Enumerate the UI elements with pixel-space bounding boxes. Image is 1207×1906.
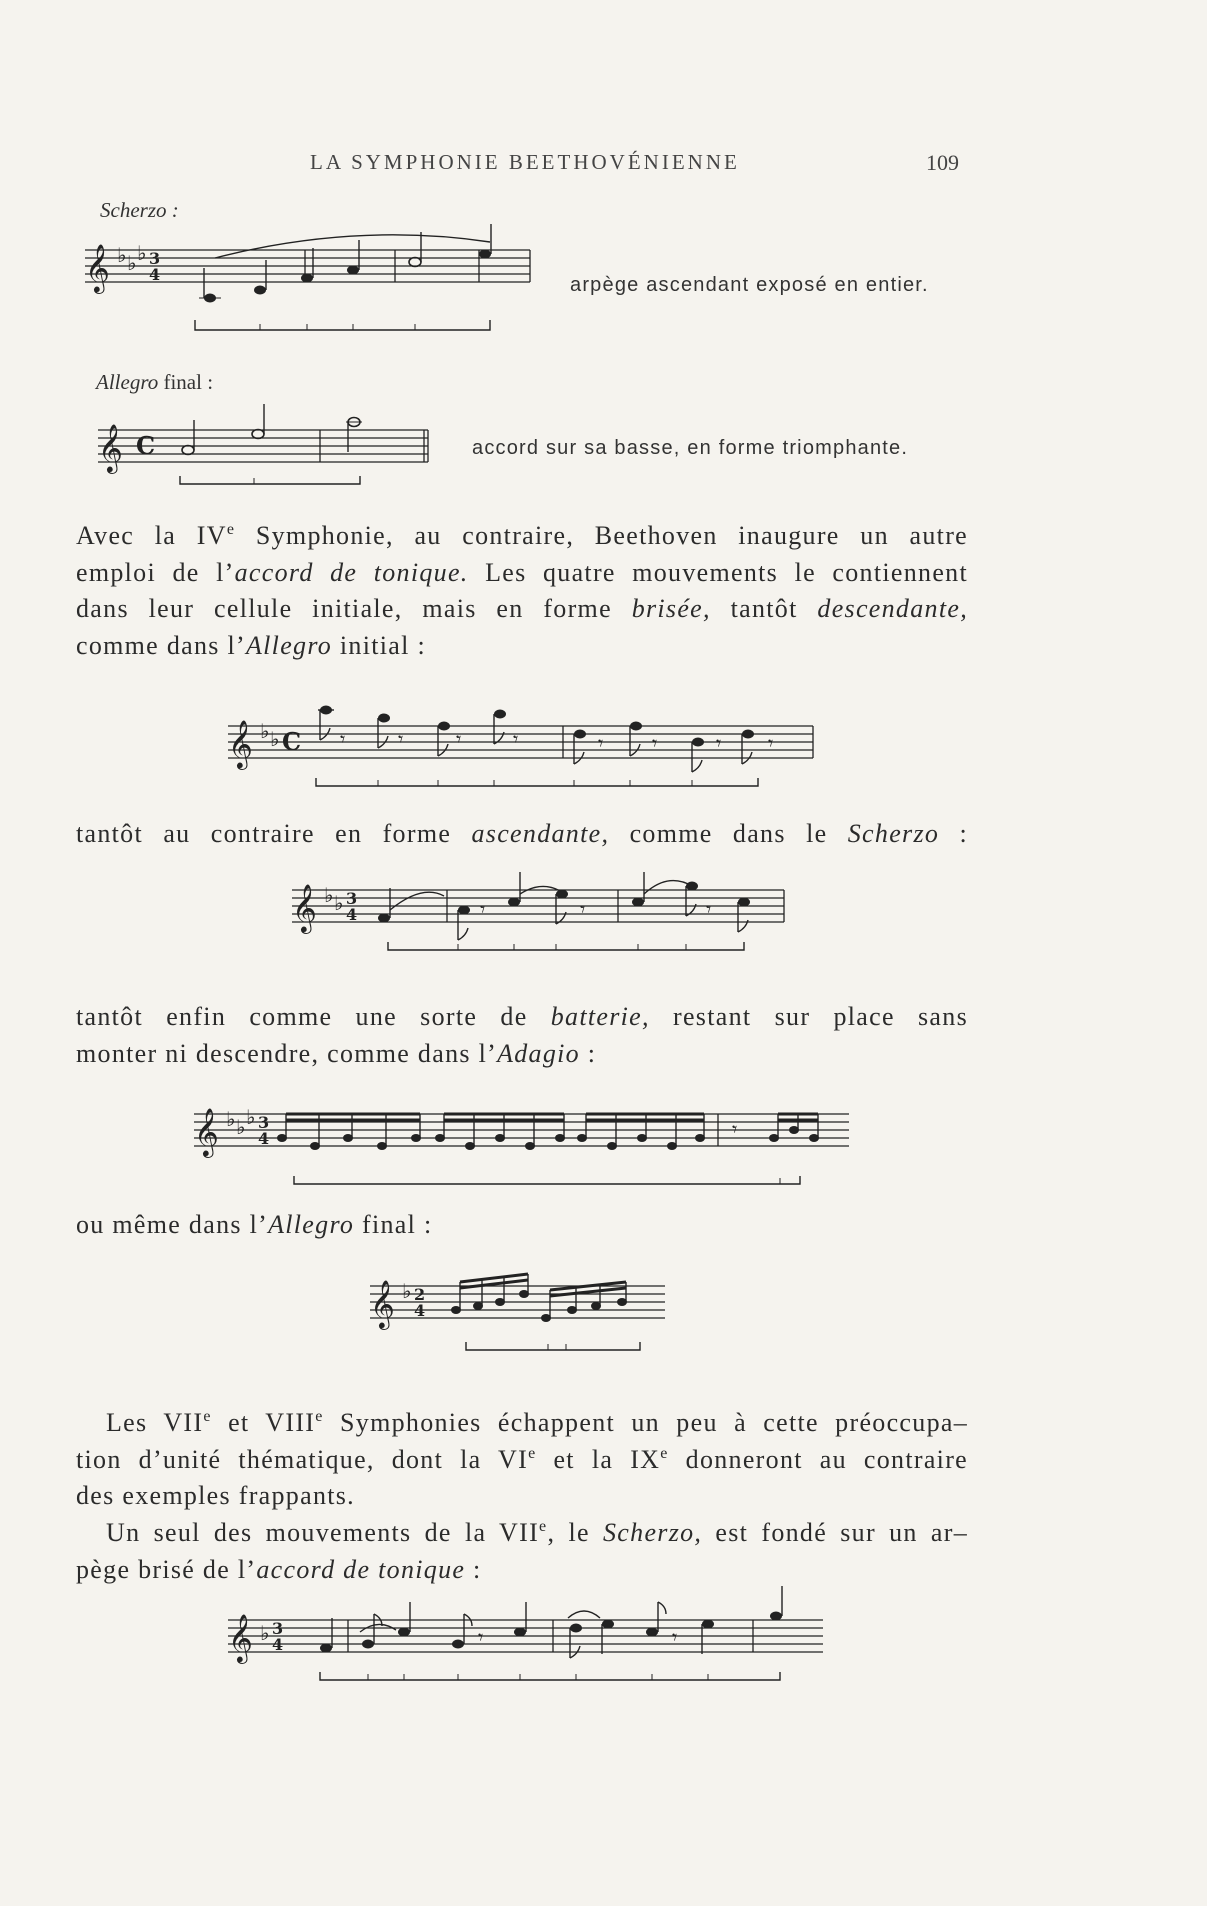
svg-text:3: 3 (272, 1619, 284, 1638)
svg-text:♭: ♭ (324, 883, 334, 907)
svg-text:♭: ♭ (236, 1115, 246, 1139)
label-italic: Allegro (96, 370, 159, 394)
text: monter ni descendre, comme dans l’ (76, 1038, 498, 1068)
paragraph-ascending (76, 816, 968, 853)
page-number: 109 (926, 150, 959, 175)
svg-text:♭: ♭ (260, 1621, 270, 1645)
paragraph-allegro-final (76, 1207, 968, 1244)
music-staff-allegro-final-sixteenths (370, 1272, 670, 1362)
svg-text:♭: ♭ (270, 727, 280, 751)
svg-text:♭: ♭ (402, 1279, 412, 1303)
superscript: e (315, 1408, 324, 1425)
text: et la IX (536, 1444, 661, 1474)
text-line (76, 816, 968, 853)
paragraph-seventh-scherzo (76, 1515, 968, 1588)
svg-text:𝄾: 𝄾 (598, 731, 604, 755)
svg-text:𝄾: 𝄾 (732, 1117, 738, 1141)
svg-text:𝄾: 𝄾 (478, 1625, 484, 1649)
music-staff-scherzo-ascending (292, 880, 792, 960)
svg-text:C: C (282, 727, 302, 756)
superscript: e (226, 521, 236, 538)
text: est fondé sur un ar– (702, 1518, 969, 1547)
svg-text:4: 4 (414, 1301, 426, 1320)
svg-text:𝄾: 𝄾 (768, 731, 774, 755)
paragraph-fourth-symphony (76, 518, 968, 664)
text-line (76, 1515, 968, 1552)
svg-text:𝄞: 𝄞 (370, 1279, 395, 1328)
svg-text:𝄾: 𝄾 (480, 897, 486, 921)
music-staff-adagio-batterie (194, 1100, 854, 1190)
text-line (76, 1442, 968, 1479)
text-line (76, 518, 968, 555)
paragraph-batterie (76, 999, 968, 1072)
text-line (76, 1405, 968, 1442)
svg-text:♭: ♭ (137, 241, 147, 265)
text: comme dans le (609, 819, 848, 848)
text: initial : (332, 630, 426, 660)
svg-text:3: 3 (149, 249, 161, 268)
text-line (76, 999, 968, 1036)
text: emploi de l’ (76, 557, 235, 587)
example-label-scherzo: Scherzo : (100, 198, 179, 222)
text: , le (547, 1518, 603, 1547)
text-line (76, 591, 968, 628)
text: Symphonies échappent un peu à cette préoccupa– (323, 1408, 969, 1437)
svg-text:♭: ♭ (246, 1105, 256, 1129)
svg-text:𝄞: 𝄞 (85, 243, 110, 292)
svg-text:3: 3 (258, 1113, 270, 1132)
svg-text:𝄞: 𝄞 (292, 883, 317, 932)
superscript: e (203, 1408, 212, 1425)
text-line (76, 1036, 968, 1073)
svg-text:♭: ♭ (226, 1107, 236, 1131)
text: dans leur cellule initiale, mais en forme (76, 594, 632, 623)
italic-text: accord de tonique (256, 1554, 466, 1584)
text: : (465, 1554, 482, 1584)
svg-text:4: 4 (149, 265, 161, 284)
svg-text:C: C (136, 431, 156, 460)
svg-text:𝄞: 𝄞 (228, 1613, 253, 1662)
text-line (76, 628, 968, 665)
svg-text:♭: ♭ (117, 243, 127, 267)
svg-text:♭: ♭ (334, 891, 344, 915)
example-caption-allegro-final: accord sur sa basse, en forme triomphante. (472, 437, 909, 459)
text: tantôt (710, 594, 818, 623)
superscript: e (539, 1518, 548, 1535)
svg-text:𝄞: 𝄞 (98, 423, 123, 472)
svg-text:𝄾: 𝄾 (340, 727, 346, 751)
paragraph-seventh-eighth (76, 1405, 968, 1515)
italic-text: Scherzo, (603, 1518, 703, 1547)
svg-text:𝄾: 𝄾 (513, 727, 519, 751)
music-staff-allegro-initial-descending (228, 712, 818, 792)
text: et VIII (211, 1408, 316, 1437)
italic-text: brisée, (631, 594, 711, 623)
text: : (579, 1038, 597, 1068)
text: Un seul des mouvements de la VII (106, 1518, 540, 1547)
italic-text: Allegro (268, 1210, 355, 1239)
italic-text: Adagio (497, 1038, 580, 1068)
text: tantôt enfin comme une sorte de (76, 1002, 551, 1031)
text: comme dans l’ (76, 630, 246, 660)
svg-text:2: 2 (414, 1285, 426, 1304)
svg-text:𝄾: 𝄾 (580, 897, 586, 921)
music-staff-seventh-scherzo (228, 1610, 828, 1690)
italic-text: batterie, (550, 1002, 650, 1031)
svg-text:𝄾: 𝄾 (716, 731, 722, 755)
music-staff-scherzo-arpeggio (85, 240, 535, 340)
text: final : (354, 1210, 433, 1239)
superscript: e (660, 1444, 669, 1462)
italic-text: Allegro (245, 630, 333, 660)
text: Les VII (106, 1408, 204, 1437)
text: tantôt au contraire en forme (76, 819, 472, 848)
svg-text:𝄾: 𝄾 (672, 1625, 678, 1649)
svg-text:♭: ♭ (127, 251, 137, 275)
text: tion d’unité thématique, dont la VI (76, 1444, 529, 1474)
italic-text: ascendante, (471, 819, 610, 848)
superscript: e (528, 1444, 537, 1462)
label-rest: final : (158, 370, 214, 394)
italic-text: descendante, (817, 594, 968, 623)
text: ou même dans l’ (76, 1210, 269, 1239)
text-line (76, 1552, 968, 1589)
running-title: LA SYMPHONIE BEETHOVÉNIENNE (310, 150, 740, 174)
text: donneront au contraire (668, 1444, 968, 1474)
svg-text:4: 4 (346, 905, 358, 924)
svg-text:4: 4 (258, 1129, 270, 1148)
svg-text:𝄞: 𝄞 (228, 719, 253, 768)
text: restant sur place sans (649, 1002, 968, 1031)
italic-text: Scherzo (847, 819, 940, 848)
example-label-allegro-final (96, 370, 213, 395)
svg-text:4: 4 (272, 1635, 284, 1654)
music-staff-allegro-final-chord (98, 420, 438, 500)
text-line (76, 1478, 968, 1515)
text: Avec la IV (76, 521, 227, 550)
svg-text:♭: ♭ (260, 719, 270, 743)
svg-text:𝄾: 𝄾 (706, 897, 712, 921)
text: : (939, 819, 969, 848)
page-header (0, 150, 1207, 180)
text: pège brisé de l’ (76, 1554, 257, 1584)
text-line (76, 1207, 968, 1244)
text: des exemples frappants. (76, 1481, 355, 1510)
svg-text:𝄾: 𝄾 (652, 731, 658, 755)
text-line (76, 555, 968, 592)
italic-text: accord de tonique. (234, 557, 469, 587)
example-caption-scherzo: arpège ascendant exposé en entier. (570, 274, 929, 296)
svg-text:𝄞: 𝄞 (194, 1107, 219, 1156)
svg-text:𝄾: 𝄾 (456, 727, 462, 751)
svg-text:𝄾: 𝄾 (398, 727, 404, 751)
svg-text:3: 3 (346, 889, 358, 908)
text: Symphonie, au contraire, Beethoven inaugure un autre (235, 521, 968, 550)
text: Les quatre mouvements le contiennent (468, 557, 969, 587)
